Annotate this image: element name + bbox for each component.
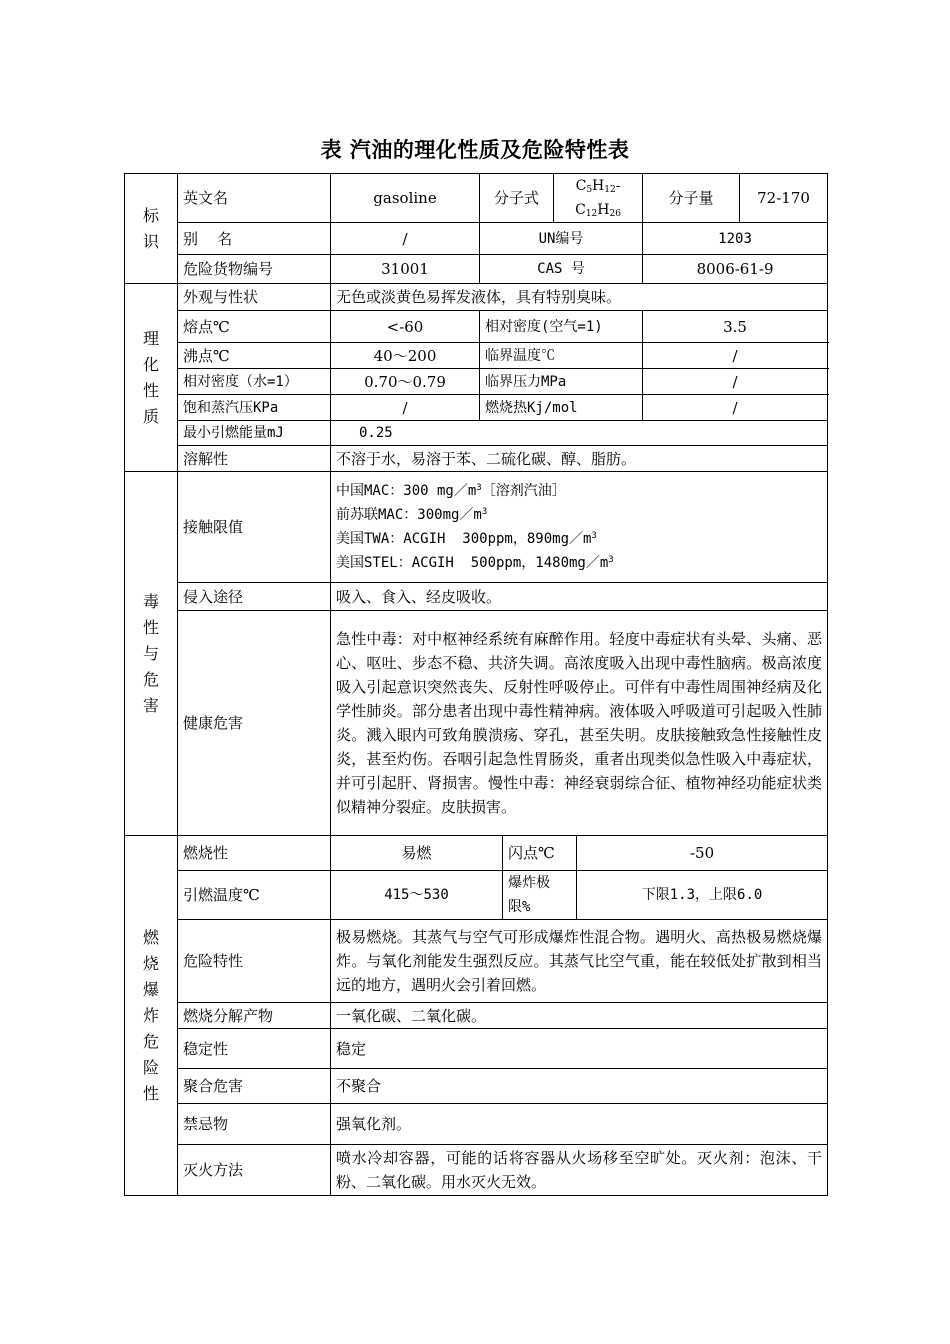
- polymer-label: 聚合危害: [178, 1069, 331, 1104]
- min-ignition-value: 0.25: [331, 421, 828, 446]
- extinguish-value: 喷水冷却容器，可能的话将容器从火场移至空旷处。灭火剂：泡沫、干粉、二氧化碳。用水灭火无效。: [331, 1145, 828, 1196]
- route-value: 吸入、食入、经皮吸收。: [331, 583, 828, 611]
- mp-value: <-60: [331, 311, 480, 343]
- vapor-pressure-value: /: [331, 395, 480, 421]
- autoignition-label: 引燃温度℃: [178, 871, 331, 920]
- alias-label: 别 名: [178, 223, 331, 255]
- extinguish-label: 灭火方法: [178, 1145, 331, 1196]
- crit-pressure-value: /: [643, 369, 828, 395]
- cas-label: CAS 号: [480, 255, 643, 284]
- stability-value: 稳定: [331, 1029, 828, 1069]
- section-physchem: 理化性质: [125, 284, 178, 472]
- section-toxicity: 毒性与危害: [125, 472, 178, 836]
- incompat-label: 禁忌物: [178, 1104, 331, 1145]
- min-ignition-label: 最小引燃能量mJ: [178, 421, 331, 446]
- limits-label: 接触限值: [178, 472, 331, 583]
- flammability-label: 燃烧性: [178, 836, 331, 871]
- health-label: 健康危害: [178, 611, 331, 836]
- solubility-value: 不溶于水，易溶于苯、二硫化碳、醇、脂肪。: [331, 446, 828, 472]
- un-value: 1203: [643, 223, 828, 255]
- health-value: 急性中毒：对中枢神经系统有麻醉作用。轻度中毒症状有头晕、头痛、恶心、呕吐、步态不稳、共济失调。高浓度吸入出现中毒性脑病。极高浓度吸入引起意识突然丧失、反射性呼吸停止。可伴有中毒性周围神经病及化学性肺炎。部分患者出现中毒性精神病。液体吸入呼吸道可引起吸入性肺炎。溅入眼内可致角膜溃疡、穿孔，甚至失明。皮肤接触致急性接触性皮炎，甚至灼伤。吞咽引起急性胃肠炎，重者出现类似急性吸入中毒症状，并可引起肝、肾损害。慢性中毒：神经衰弱综合征、植物神经功能症状类似精神分裂症。皮肤损害。: [331, 611, 828, 836]
- flammability-value: 易燃: [331, 836, 503, 871]
- property-table: [124, 173, 828, 1196]
- limit-us-twa: 美国TWA：ACGIH 300ppm，$890mg/m^3$: [336, 531, 597, 547]
- route-label: 侵入途径: [178, 583, 331, 611]
- crit-temp-value: /: [643, 343, 828, 369]
- rel-density-air-value: 3.5: [643, 311, 828, 343]
- combustion-heat-value: /: [643, 395, 828, 421]
- cas-value: 8006-61-9: [643, 255, 828, 284]
- limit-us-stel: 美国STEL：ACGIH 500ppm，$1480mg/m^3$: [336, 555, 614, 571]
- un-label: UN编号: [480, 223, 643, 255]
- page-title: 表 汽油的理化性质及危险特性表: [320, 138, 630, 162]
- limit-china: 中国MAC：300 $mg/m^3[$溶剂汽油］: [336, 483, 566, 499]
- bp-label: 沸点℃: [178, 343, 331, 369]
- limit-ussr: 前苏联MAC：$300mg/m^3$: [336, 507, 488, 523]
- mw-value: 72-170: [740, 174, 828, 223]
- crit-pressure-label: 临界压力MPa: [480, 369, 643, 395]
- combustion-heat-label: 燃烧热Kj/mol: [480, 395, 643, 421]
- hazard-value: 极易燃烧。其蒸气与空气可形成爆炸性混合物。遇明火、高热极易燃烧爆炸。与氧化剂能发生强烈反应。其蒸气比空气重，能在较低处扩散到相当远的地方，遇明火会引着回燃。: [331, 920, 828, 1003]
- hazard-label: 危险特性: [178, 920, 331, 1003]
- formula-value: $C_5H_{12}-C_{12}H_{26}$: [554, 174, 643, 223]
- crit-temp-label: 临界温度℃: [480, 343, 643, 369]
- rel-density-air-label: 相对密度(空气=1): [480, 311, 643, 343]
- decomp-label: 燃烧分解产物: [178, 1003, 331, 1029]
- appearance-label: 外观与性状: [178, 284, 331, 311]
- dg-label: 危险货物编号: [178, 255, 331, 284]
- mp-label: 熔点℃: [178, 311, 331, 343]
- limits-value: [331, 472, 828, 583]
- english-name-value: gasoline: [331, 174, 480, 223]
- solubility-label: 溶解性: [178, 446, 331, 472]
- flash-point-value: -50: [577, 836, 828, 871]
- section-identity: 标识: [125, 174, 178, 284]
- alias-value: /: [331, 223, 480, 255]
- rel-density-water-value: 0.70～0.79: [331, 369, 480, 395]
- section-fire: 燃烧爆炸危险性: [125, 836, 178, 1196]
- bp-value: 40～200: [331, 343, 480, 369]
- decomp-value: 一氧化碳、二氧化碳。: [331, 1003, 828, 1029]
- dg-value: 31001: [331, 255, 480, 284]
- vapor-pressure-label: 饱和蒸汽压KPa: [178, 395, 331, 421]
- rel-density-water-label: 相对密度（水=1）: [178, 369, 331, 395]
- polymer-value: 不聚合: [331, 1069, 828, 1104]
- mw-label: 分子量: [643, 174, 740, 223]
- appearance-value: 无色或淡黄色易挥发液体，具有特别臭味。: [331, 284, 828, 311]
- explosive-limit-label: 爆炸极限%: [503, 871, 577, 920]
- stability-label: 稳定性: [178, 1029, 331, 1069]
- autoignition-value: 415～530: [331, 871, 503, 920]
- explosive-limit-value: 下限1.3，上限6.0: [577, 871, 828, 920]
- incompat-value: 强氧化剂。: [331, 1104, 828, 1145]
- flash-point-label: 闪点℃: [503, 836, 577, 871]
- english-name-label: 英文名: [178, 174, 331, 223]
- formula-label: 分子式: [480, 174, 554, 223]
